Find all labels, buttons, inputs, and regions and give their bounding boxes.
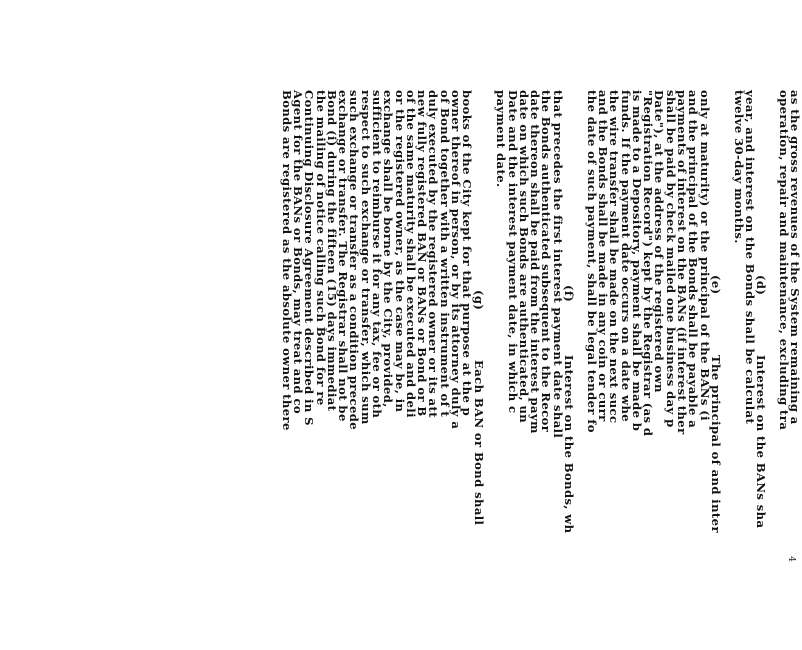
paragraph-label: (d): [754, 275, 769, 296]
text-line: the wire transfer shall be made on the next succ: [607, 90, 622, 424]
paragraph-e: [585, 90, 721, 650]
text-line: the Bonds authenticated subsequent to the Recor: [539, 90, 554, 433]
paragraph-f: [494, 90, 577, 650]
text-line: Agent for the BANs or Bonds, may treat and co: [290, 90, 305, 415]
paragraph-g: [279, 90, 486, 650]
text-line: Continuing Disclosure Agreement described in S: [302, 90, 317, 426]
text-line: payments of interest on the BANs (if interest ther: [675, 90, 690, 435]
text-line: exchange shall be borne by the City, provided,: [381, 90, 396, 408]
text-line: as the gross revenues of the System remaining a: [788, 90, 802, 425]
text-line: and the Bonds shall be made in any coin or curr: [595, 90, 610, 422]
text-line: duly executed by the registered owner or its att: [426, 90, 441, 418]
text-line: Bond (i) during the fifteen (15) days immediat: [324, 90, 339, 412]
text-line: "Registration Record") kept by the Registrar (as d: [641, 90, 656, 437]
text-line: Bonds are registered as the absolute owner there: [279, 90, 294, 431]
text-line: books of the City kept for that purpose at the p: [460, 90, 475, 417]
paragraph-label: (g): [471, 290, 486, 311]
text-line: the date of such payment, shall be legal tender fo: [584, 90, 599, 433]
text-line: funds. If the payment date occurs on a date whe: [618, 90, 633, 423]
text-line: and the principal of the Bonds shall be payable a: [686, 90, 701, 429]
text-line: respect to such exchange or transfer, which sum: [358, 90, 373, 425]
text-fragment: Each BAN or Bond shall: [471, 360, 486, 526]
text-line: date thereon shall be paid from the interest paym: [528, 90, 543, 434]
text-line: or the registered owner, as the case may be, in: [392, 90, 407, 413]
text-line: new fully registered BAN or BANs or Bond or B: [415, 90, 430, 417]
text-line: of Bond together with a written instrument of t: [437, 90, 452, 418]
text-line: exchange or transfer. The Registrar shall not be: [336, 90, 351, 422]
paragraph-d: [731, 90, 769, 650]
text-line: that precedes the first interest payment date shall: [550, 90, 565, 439]
text-line: owner thereof in person, or by its attorney duly a: [449, 90, 464, 430]
text-line: date on which such Bonds are authenticated, un: [516, 90, 531, 424]
text-line: only at maturity) or the principal of the BANs (i: [697, 90, 712, 421]
text-line: sufficient to reimburse it for any tax, fee or oth: [370, 90, 385, 419]
text-line: shall be paid by check mailed one business day p: [663, 90, 678, 428]
text-line: operation, repair and maintenance, excluding tra: [776, 90, 791, 431]
text-line: of the same maturity shall be executed and deli: [403, 90, 418, 418]
text-line: payment date.: [494, 90, 509, 188]
text-line: such exchange or transfer as a condition precede: [347, 90, 362, 431]
document-text: [269, 90, 800, 650]
text-fragment: The principal of and inter: [708, 355, 723, 533]
text-line: is made to a Depository, payment shall be made b: [629, 90, 644, 432]
text-line: year, and interest on the Bonds shall be calculat: [742, 90, 757, 425]
text-fragment: Interest on the BANs sha: [754, 355, 769, 529]
paragraph-label: (f): [562, 285, 577, 303]
text-line: Date and the interest payment date, in which c: [505, 90, 520, 414]
paragraph-label: (e): [708, 275, 723, 295]
text-line: the mailing of notice calling such Bond for re: [313, 90, 328, 406]
text-fragment: Interest on the Bonds, wh: [562, 355, 577, 534]
text-line: Date"), at the address of the registered own: [652, 90, 667, 393]
paragraph-top: [777, 90, 800, 650]
page-number: 4: [786, 556, 797, 562]
text-line: [471, 90, 486, 650]
text-line: twelve 30-day months.: [731, 90, 746, 244]
